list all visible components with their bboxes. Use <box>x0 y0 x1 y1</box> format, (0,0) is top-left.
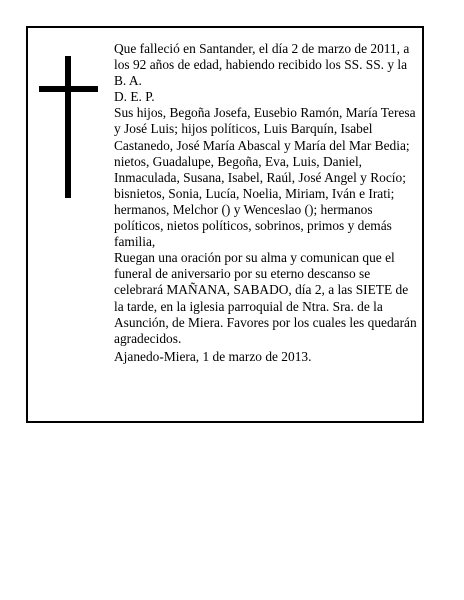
family-list: Sus hijos, Begoña Josefa, Eusebio Ramón, María Teresa y José Luis; hijos políticos, Luis Barquín, Isabel Castanedo, José María Abascal y María del Mar Bedia; nietos, Guadalupe, Begoña, Eva, Luis, Daniel, Inmaculada, Susana, Isabel, Raúl, José Angel y Rocío; bisnietos, Sonia, Lucía, Noelia, Miriam, Iván e Irati; hermanos, Melchor () y Wenceslao (); hermanos políticos, nietos políticos, sobrinos, primos y demás familia, <box>114 105 416 250</box>
notice-body <box>114 41 420 365</box>
cross-vertical-bar <box>65 56 71 198</box>
latin-cross-icon <box>39 56 98 198</box>
rest-in-peace: D. E. P. <box>114 89 155 105</box>
place-and-date: Ajanedo-Miera, 1 de marzo de 2013. <box>114 348 312 364</box>
obituary-notice <box>26 26 424 423</box>
funeral-announcement: Ruegan una oración por su alma y comunican que el funeral de aniversario por su eterno descanso se celebrará MAÑANA, SABADO, día 2, a las SIETE de la tarde, en la iglesia parroquial de Ntra. Sra. de la Asunción, de Miera. Favores por los cuales les quedarán agradecidos. <box>114 250 417 346</box>
cross-horizontal-bar <box>39 86 98 92</box>
death-statement: Que falleció en Santander, el día 2 de marzo de 2011, a los 92 años de edad, habiendo recibido los SS. SS. y la B. A. <box>114 41 410 89</box>
